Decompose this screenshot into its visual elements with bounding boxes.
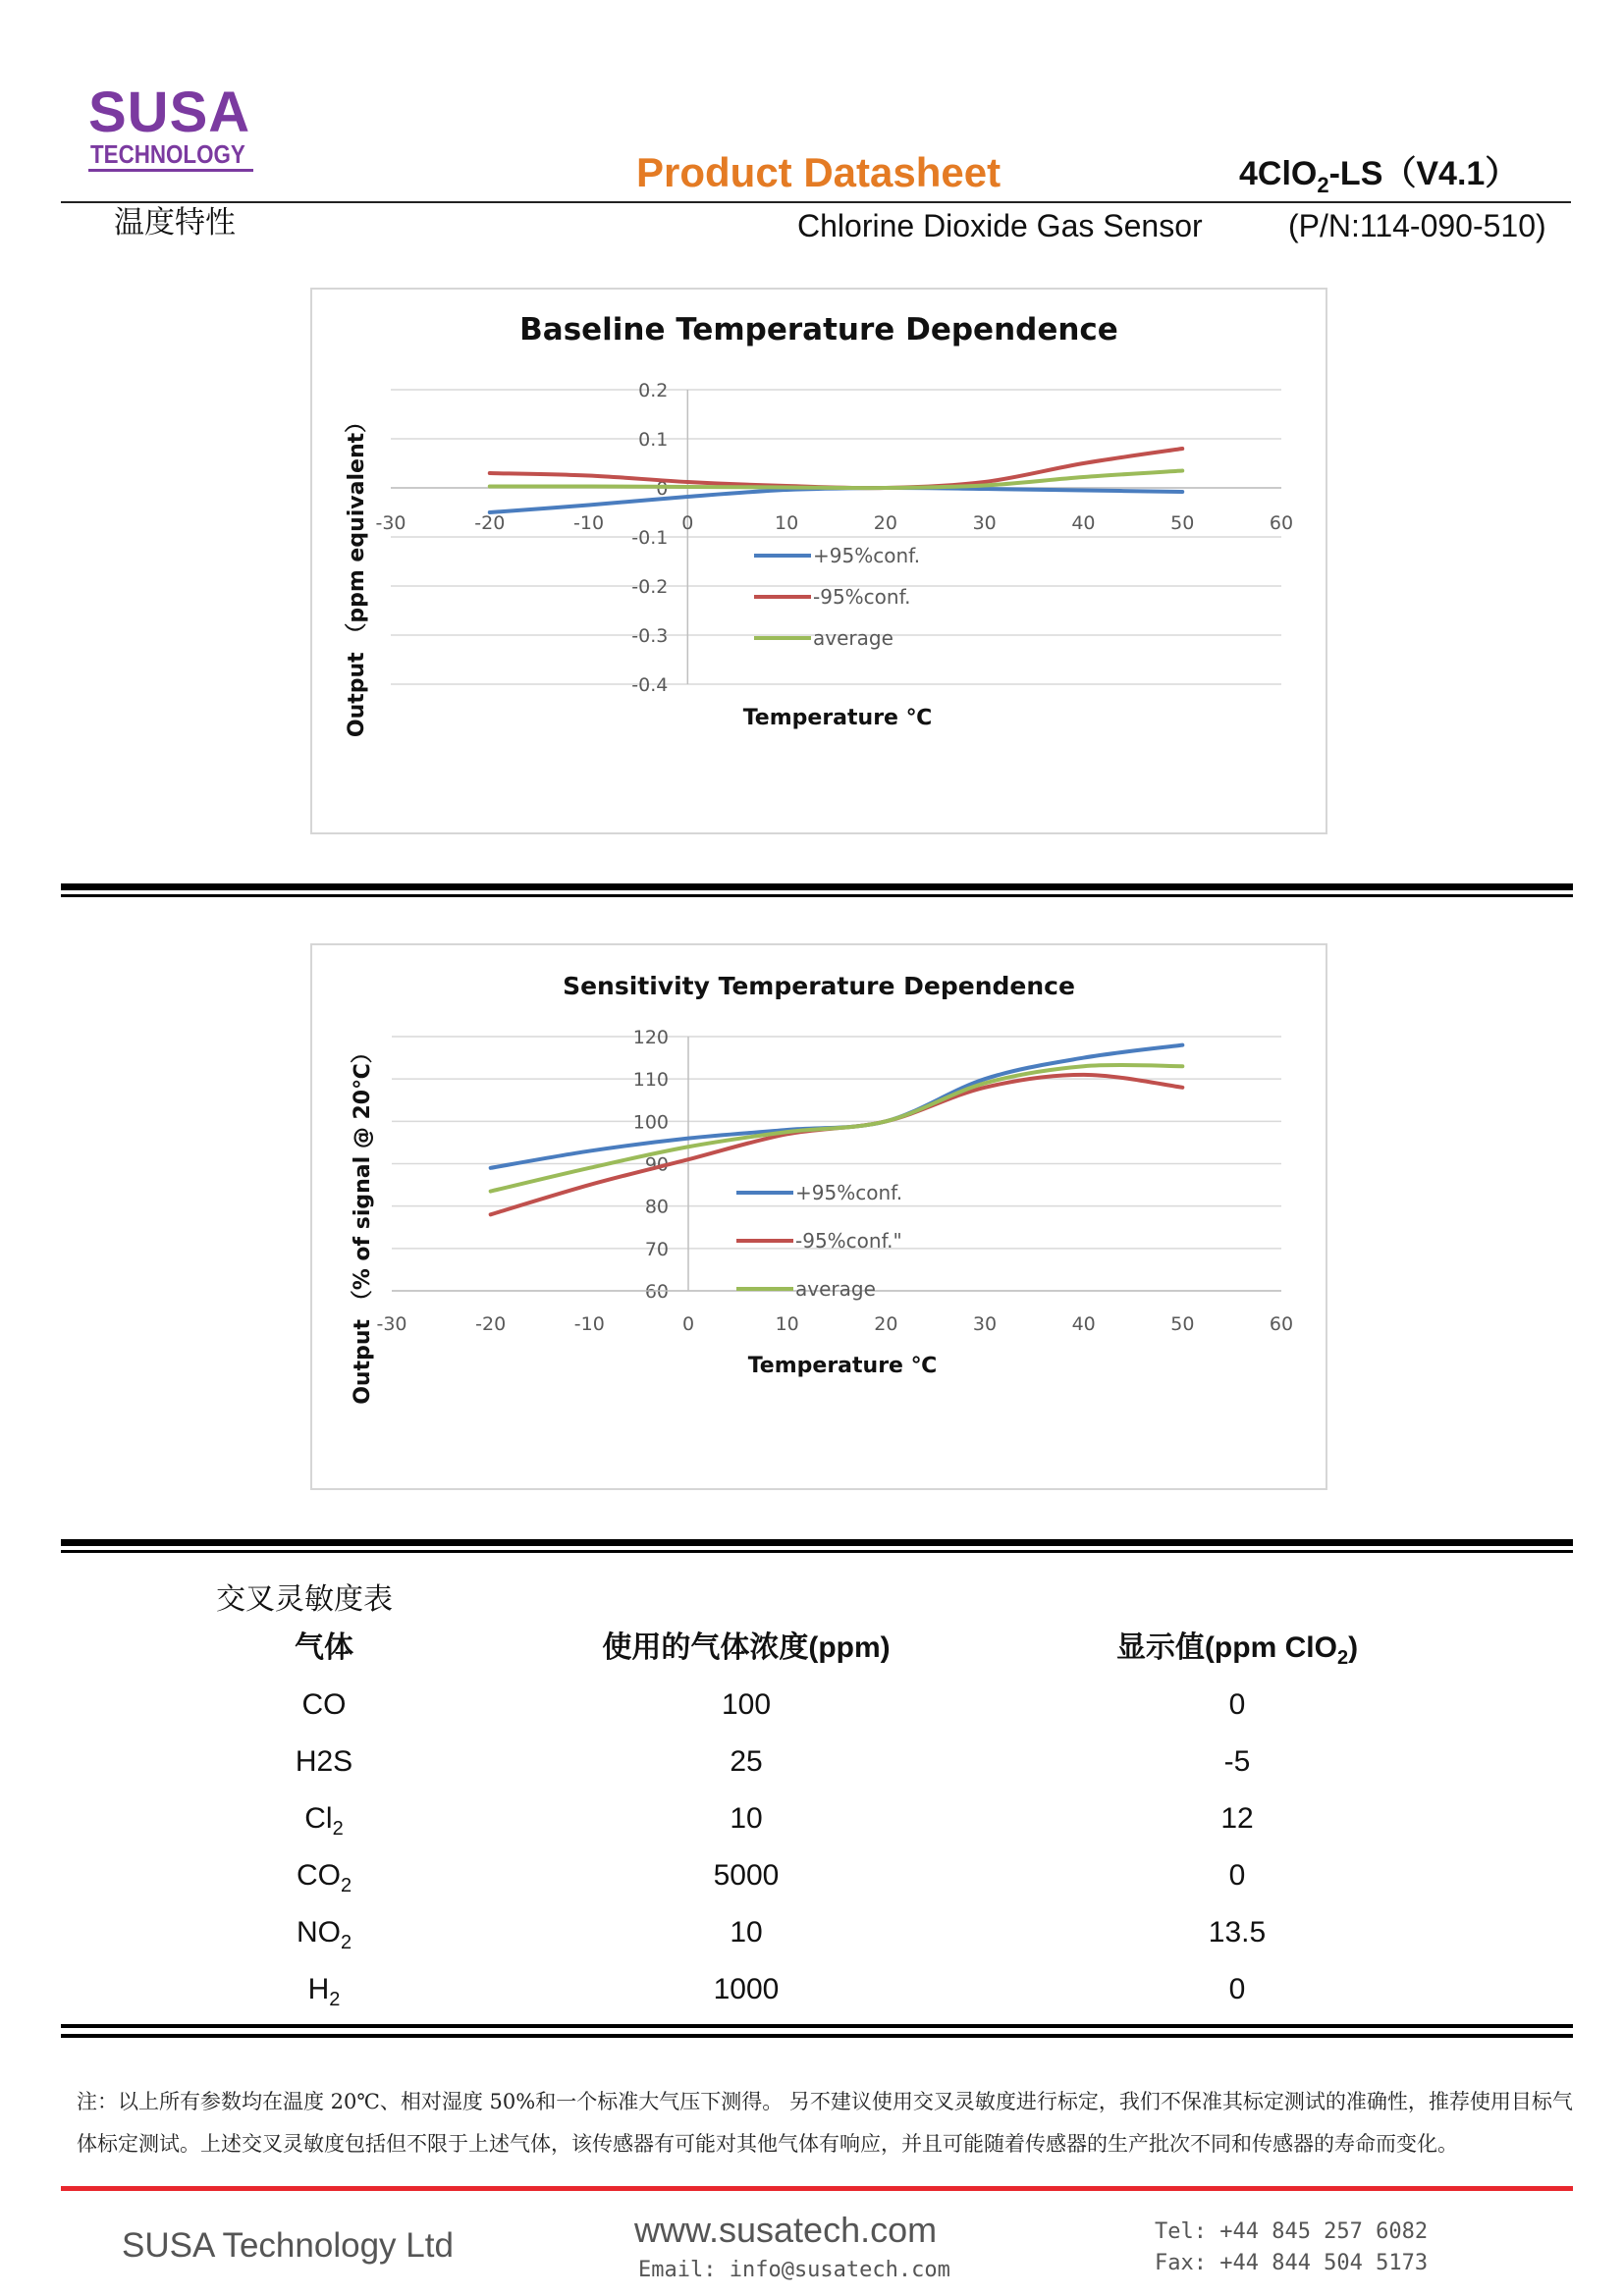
company-logo: SUSA [88,80,251,144]
section-label: 温度特性 [114,205,236,240]
y-tick-label: 80 [644,1196,669,1218]
table-divider-top [61,2024,1573,2028]
gas-subscript: 2 [329,1989,341,2010]
model-prefix: 4ClO [1239,155,1318,192]
baseline-chart-frame [310,288,1327,834]
note-line-1: 注：以上所有参数均在温度 20℃、相对湿度 50%和一个标准大气压下测得。 另不建议使用交叉灵敏度进行标定，我们不保准其标定测试的准确性，推荐使用目标气 [77,2090,1573,2113]
x-tick-label: 50 [1170,1313,1195,1335]
y-tick-label: 0.2 [638,380,669,401]
header-divider [61,201,1571,203]
y-tick-label: 100 [632,1111,669,1134]
legend-label: -95%conf." [795,1229,902,1253]
legend-label: +95%conf. [795,1181,903,1204]
legend-label: +95%conf. [813,544,921,567]
table-divider-bottom [61,2034,1573,2038]
section-divider-bottom [61,894,1573,897]
model-name [1239,157,1518,196]
header-gas: 气体 [295,1631,353,1664]
header-display-subscript: 2 [1336,1647,1349,1669]
row-display-value: -5 [1223,1745,1251,1778]
x-tick-label: 40 [1071,1313,1096,1335]
header-display-suffix: ) [1348,1631,1359,1664]
footer-email[interactable]: Email: info@susatech.com [638,2258,950,2282]
gas-name: Cl [304,1802,333,1835]
part-number: (P/N:114-090-510) [1288,208,1546,243]
row-concentration: 1000 [713,1973,780,2005]
x-tick-label: 0 [681,1313,695,1335]
y-tick-label: 0.1 [638,429,669,451]
y-tick-label: 0 [656,478,669,500]
series-line-green [490,471,1182,489]
footer-tel: Tel: +44 845 257 6082 [1155,2219,1429,2244]
y-tick-label: 110 [632,1069,669,1092]
document-title: Product Datasheet [636,149,1001,195]
gas-name: CO [296,1859,341,1892]
footer-divider [61,2186,1573,2191]
gas-name: H [307,1973,330,2005]
x-tick-label: -20 [474,512,506,534]
row-concentration: 100 [721,1688,772,1721]
row-gas [226,1690,422,1720]
y-tick-label: 70 [644,1238,669,1260]
x-tick-label: -30 [375,512,406,534]
y-tick-label: 60 [644,1281,669,1303]
x-axis-label: Temperature ℃ [747,1354,938,1378]
series-line-blue [491,1045,1183,1168]
x-tick-label: 30 [972,512,997,534]
row-concentration: 10 [730,1802,763,1835]
y-tick-label: -0.2 [631,576,669,598]
footer-company: SUSA Technology Ltd [122,2226,454,2265]
x-tick-label: -20 [475,1313,507,1335]
gas-subscript: 2 [340,1932,352,1953]
section-divider-top [61,1539,1573,1546]
row-display-value: 12 [1220,1802,1254,1835]
row-gas [226,1861,422,1896]
y-tick-label: -0.1 [631,527,669,549]
x-tick-label: 20 [873,512,897,534]
header-display-prefix: 显示值(ppm ClO [1115,1631,1337,1664]
header-concentration: 使用的气体浓度(ppm) [602,1631,891,1664]
gas-name: NO [296,1916,341,1949]
x-tick-label: 30 [972,1313,998,1335]
company-logo-subtitle: TECHNOLOGY [90,139,245,169]
series-line-red [490,449,1182,488]
x-tick-label: 60 [1269,512,1294,534]
y-tick-label: 120 [632,1027,669,1048]
model-subscript: 2 [1317,172,1329,197]
sensitivity-chart [312,945,1326,1488]
gas-name: H2S [295,1745,353,1778]
section-divider-bottom [61,1550,1573,1553]
x-tick-label: -10 [573,512,605,534]
footer-website[interactable]: www.susatech.com [634,2210,938,2250]
legend-label: -95%conf. [813,585,911,609]
gas-subscript: 2 [340,1875,352,1896]
logo-underline [88,169,253,172]
y-tick-label: -0.3 [631,625,669,647]
series-line-green [491,1065,1183,1192]
y-tick-label: 90 [644,1153,669,1176]
gas-name: CO [301,1688,347,1721]
x-tick-label: 50 [1170,512,1195,534]
chart-title: Sensitivity Temperature Dependence [563,972,1075,1000]
x-tick-label: -30 [376,1313,407,1335]
y-tick-label: -0.4 [631,674,669,696]
gas-subscript: 2 [332,1818,344,1840]
chart-title: Baseline Temperature Dependence [519,312,1118,347]
legend-label: average [813,626,893,650]
y-axis-label: Output （ppm equivalent） [345,410,369,738]
x-axis-label: Temperature ℃ [742,706,933,730]
footer-fax: Fax: +44 844 504 5173 [1155,2251,1429,2275]
product-subtitle: Chlorine Dioxide Gas Sensor [797,208,1203,243]
x-tick-label: 0 [681,512,694,534]
row-gas [226,1918,422,1952]
note-line-2: 体标定测试。上述交叉灵敏度包括但不限于上述气体，该传感器有可能对其他气体有响应，并且可能随着传感器的生产批次不同和传感器的寿命而变化。 [77,2132,1458,2156]
row-display-value: 0 [1228,1688,1246,1721]
x-tick-label: 10 [775,1313,799,1335]
baseline-chart [312,290,1326,832]
row-concentration: 10 [730,1916,763,1949]
row-concentration: 25 [730,1745,763,1778]
row-display-value: 13.5 [1208,1916,1267,1949]
sensitivity-chart-frame [310,943,1327,1490]
model-suffix: -LS（V4.1） [1328,155,1519,192]
x-tick-label: 20 [874,1313,898,1335]
legend-label: average [795,1277,876,1301]
x-tick-label: 10 [775,512,799,534]
row-display-value: 0 [1228,1859,1246,1892]
row-gas [226,1804,422,1839]
y-axis-label: Output （% of signal @ 20℃） [351,1041,375,1405]
row-display-value: 0 [1228,1973,1246,2005]
x-tick-label: -10 [573,1313,605,1335]
row-gas [226,1975,422,2009]
header-display-value [1041,1633,1434,1668]
x-tick-label: 60 [1269,1313,1294,1335]
row-gas [226,1747,422,1777]
cross-sensitivity-title: 交叉灵敏度表 [216,1582,393,1617]
series-line-blue [490,488,1182,512]
row-concentration: 5000 [713,1859,780,1892]
x-tick-label: 40 [1071,512,1096,534]
section-divider-top [61,883,1573,890]
